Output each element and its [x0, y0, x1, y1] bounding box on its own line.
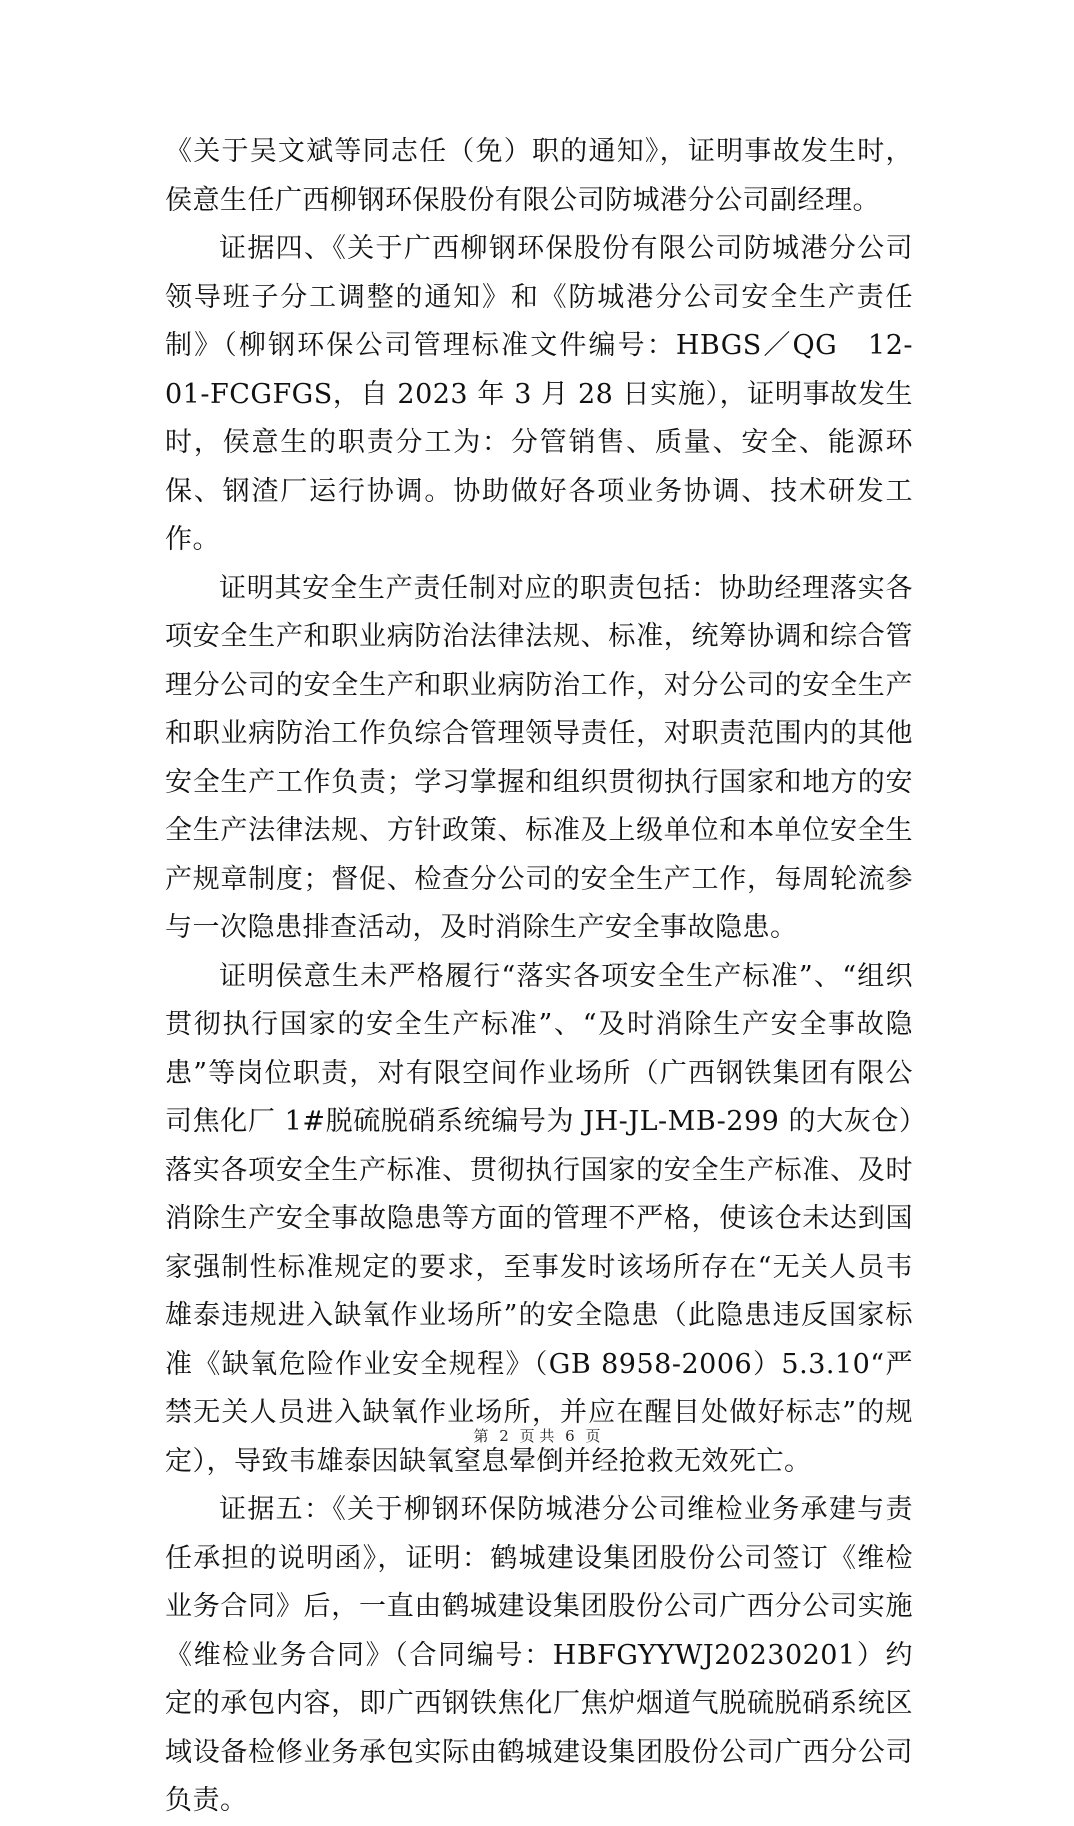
- paragraph-continuation: 《关于吴文斌等同志任（免）职的通知》，证明事故发生时，侯意生任广西柳钢环保股份有限公司防城港分公司副经理。: [165, 136, 913, 216]
- page-prefix: 第: [473, 1427, 489, 1445]
- paragraph-violation: 证明侯意生未严格履行“落实各项安全生产标准”、“组织贯彻执行国家的安全生产标准”、“及时消除生产安全事故隐患”等岗位职责，对有限空间作业场所（广西钢铁集团有限公司焦化厂 1#脱硫脱硝系统编号为 JH-JL-MB-299 的大灰仓）落实各项安全生产标准、贯彻执行国家的安全生产标准、及时消除生产安全事故隐患等方面的管理不严格，使该仓未达到国家强制性标准规定的要求，至事发时该场所存在“无关人员韦雄泰违规进入缺氧作业场所”的安全隐患（此隐患违反国家标准《缺氧危险作业安全规程》（GB 8958-2006）5.3.10“严禁无关人员进入缺氧作业场所，并应在醒目处做好标志”的规定），导致韦雄泰因缺氧窒息晕倒并经抢救无效死亡。: [165, 960, 913, 1477]
- page-total: 6: [565, 1427, 575, 1445]
- page-suffix: 页: [585, 1427, 601, 1445]
- paragraph-evidence-four: 证据四、《关于广西柳钢环保股份有限公司防城港分公司领导班子分工调整的通知》和《防城港分公司安全生产责任制》（柳钢环保公司管理标准文件编号：HBGS／QG 12-01-FCGFGS，自 2023 年 3 月 28 日实施），证明事故发生时，侯意生的职责分工为：分管销售、质量、安全、能源环保、钢渣厂运行协调。协助做好各项业务协调、技术研发工作。: [165, 233, 913, 555]
- page-number-footer: [0, 1425, 1074, 1446]
- page-mid: 页 共: [519, 1427, 555, 1445]
- paragraph-evidence-five: 证据五：《关于柳钢环保防城港分公司维检业务承建与责任承担的说明函》，证明：鹤城建设集团股份公司签订《维检业务合同》后，一直由鹤城建设集团股份公司广西分公司实施《维检业务合同》（合同编号：HBFGYYWJ20230201）约定的承包内容，即广西钢铁焦化厂焦炉烟道气脱硫脱硝系统区域设备检修业务承包实际由鹤城建设集团股份公司广西分公司负责。: [165, 1494, 913, 1816]
- page-current: 2: [499, 1427, 509, 1445]
- paragraph-duties: 证明其安全生产责任制对应的职责包括：协助经理落实各项安全生产和职业病防治法律法规、标准，统筹协调和综合管理分公司的安全生产和职业病防治工作，对分公司的安全生产和职业病防治工作负综合管理领导责任，对职责范围内的其他安全生产工作负责；学习掌握和组织贯彻执行国家和地方的安全生产法律法规、方针政策、标准及上级单位和本单位安全生产规章制度；督促、检查分公司的安全生产工作，每周轮流参与一次隐患排查活动，及时消除生产安全事故隐患。: [165, 572, 913, 943]
- document-body: [165, 128, 913, 1826]
